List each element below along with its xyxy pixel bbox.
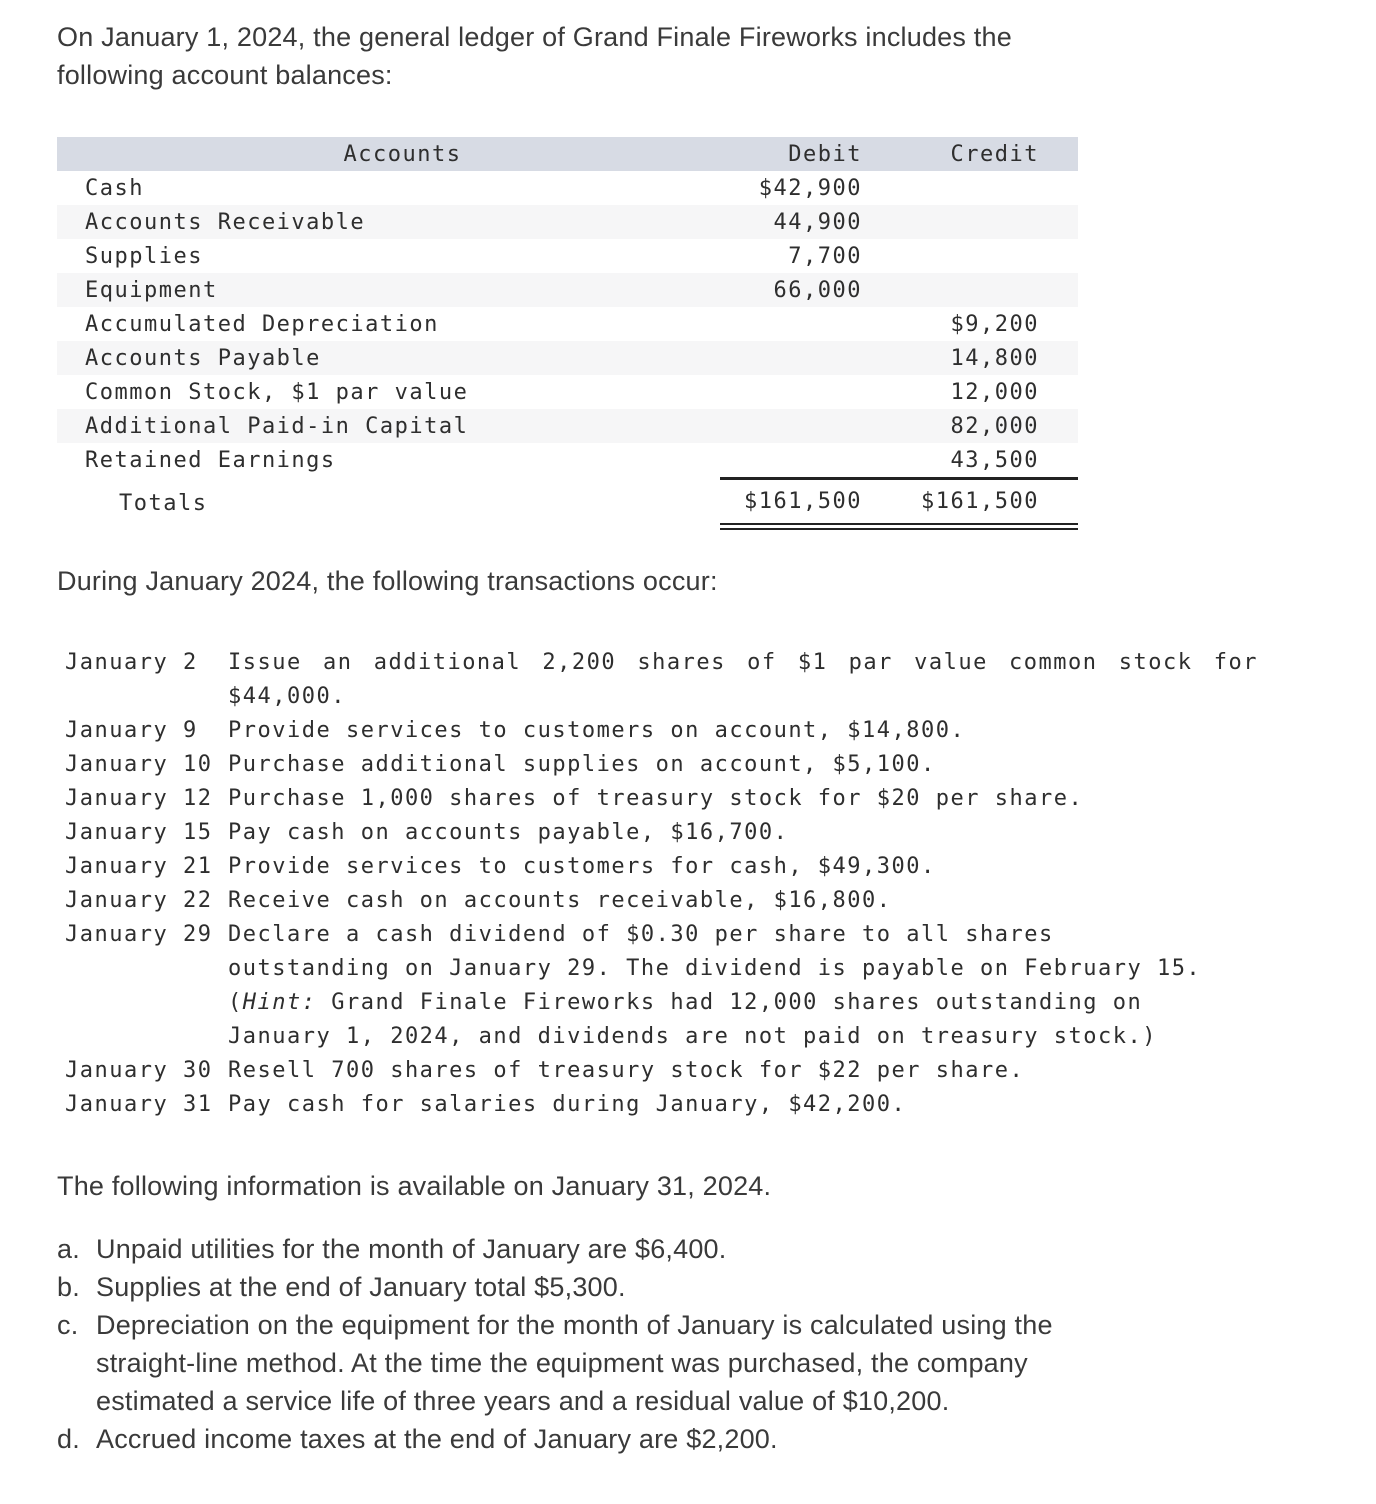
ledger-row bbox=[57, 443, 1078, 477]
note-letter: d. bbox=[57, 1424, 80, 1454]
credit-amount: $9,200 bbox=[950, 311, 1039, 337]
ledger-row bbox=[57, 171, 1078, 205]
transaction-date: January 29 bbox=[65, 922, 213, 947]
debit-amount: $42,900 bbox=[758, 175, 862, 201]
transaction-date: January 2 bbox=[65, 650, 198, 675]
ledger-row bbox=[57, 341, 1078, 375]
text-segment: ( bbox=[228, 990, 243, 1015]
totals-label: Totals bbox=[119, 491, 208, 516]
text-line: Pay cash on accounts payable, $16,700. bbox=[228, 820, 789, 845]
text-line: Purchase 1,000 shares of treasury stock for $20 per share. bbox=[228, 786, 1084, 811]
note-text bbox=[96, 1306, 1053, 1420]
text-line: $44,000. bbox=[228, 684, 346, 709]
ledger-table bbox=[57, 137, 1078, 530]
account-name: Additional Paid-in Capital bbox=[85, 413, 469, 439]
note-letter: a. bbox=[57, 1234, 80, 1264]
transaction-date: January 10 bbox=[65, 752, 213, 777]
transaction-item bbox=[65, 714, 1336, 748]
transaction-date: January 12 bbox=[65, 786, 213, 811]
adjustment-notes-list bbox=[57, 1230, 1336, 1458]
text-line: outstanding on January 29. The dividend is payable on February 15. bbox=[228, 956, 1202, 981]
transaction-item bbox=[65, 850, 1336, 884]
text-line: January 1, 2024, and dividends are not paid on treasury stock.) bbox=[228, 1024, 1157, 1049]
transaction-item bbox=[65, 816, 1336, 850]
text-line: estimated a service life of three years and a residual value of $10,200. bbox=[96, 1386, 950, 1416]
transaction-date: January 31 bbox=[65, 1092, 213, 1117]
transaction-item bbox=[65, 884, 1336, 918]
transaction-item bbox=[65, 1054, 1336, 1088]
transaction-description bbox=[228, 1088, 906, 1122]
totals-amounts bbox=[720, 477, 1078, 530]
transaction-description bbox=[228, 884, 892, 918]
text-line: Unpaid utilities for the month of January are $6,400. bbox=[96, 1234, 727, 1264]
credit-amount: 14,800 bbox=[950, 345, 1039, 371]
text-line: Pay cash for salaries during January, $42,200. bbox=[228, 1092, 907, 1117]
credit-amount: 43,500 bbox=[950, 447, 1039, 473]
transaction-date: January 30 bbox=[65, 1058, 213, 1083]
text-line: Issue an additional 2,200 shares of $1 par value common stock for bbox=[228, 650, 1258, 675]
text-line: Receive cash on accounts receivable, $16,800. bbox=[228, 888, 892, 913]
account-name: Accumulated Depreciation bbox=[85, 311, 439, 337]
transaction-description bbox=[228, 748, 936, 782]
note-letter: b. bbox=[57, 1272, 80, 1302]
debit-column-header: Debit bbox=[788, 141, 862, 167]
debit-amount: 7,700 bbox=[788, 243, 862, 269]
text-segment: Grand Finale Fireworks had 12,000 shares outstanding on bbox=[316, 990, 1143, 1015]
transaction-description bbox=[228, 782, 1083, 816]
transaction-item bbox=[65, 918, 1336, 1054]
text-line: following account balances: bbox=[57, 60, 393, 90]
transaction-date: January 22 bbox=[65, 888, 213, 913]
credit-amount: 12,000 bbox=[950, 379, 1039, 405]
account-name: Cash bbox=[85, 175, 144, 201]
ledger-totals-row bbox=[57, 477, 1078, 530]
totals-credit-amount: $161,500 bbox=[921, 489, 1039, 514]
note-item bbox=[57, 1230, 1336, 1268]
text-line: straight-line method. At the time the equipment was purchased, the company bbox=[96, 1348, 1028, 1378]
ledger-row bbox=[57, 239, 1078, 273]
credit-amount: 82,000 bbox=[950, 413, 1039, 439]
transaction-description bbox=[228, 646, 1258, 714]
transaction-item bbox=[65, 748, 1336, 782]
text-line: Declare a cash dividend of $0.30 per share to all shares bbox=[228, 922, 1054, 947]
note-text bbox=[96, 1268, 626, 1306]
note-text bbox=[96, 1420, 778, 1458]
transaction-description bbox=[228, 1054, 1024, 1088]
transaction-date: January 15 bbox=[65, 820, 213, 845]
text-line: Accrued income taxes at the end of January are $2,200. bbox=[96, 1424, 778, 1454]
account-name: Supplies bbox=[85, 243, 203, 269]
debit-amount: 66,000 bbox=[773, 277, 862, 303]
accounts-column-header: Accounts bbox=[343, 141, 462, 167]
transaction-date: January 9 bbox=[65, 718, 198, 743]
text-line: Depreciation on the equipment for the month of January is calculated using the bbox=[96, 1310, 1053, 1340]
info-heading: The following information is available on January 31, 2024. bbox=[57, 1171, 772, 1201]
text-line: Provide services to customers for cash, $49,300. bbox=[228, 854, 936, 879]
transactions-heading: During January 2024, the following transactions occur: bbox=[57, 566, 718, 596]
note-item bbox=[57, 1268, 1336, 1306]
debit-amount: 44,900 bbox=[773, 209, 862, 235]
credit-column-header: Credit bbox=[950, 141, 1039, 167]
transaction-item bbox=[65, 646, 1336, 714]
transaction-description bbox=[228, 918, 1201, 1054]
ledger-row bbox=[57, 307, 1078, 341]
note-item bbox=[57, 1420, 1336, 1458]
ledger-row bbox=[57, 205, 1078, 239]
totals-debit-amount: $161,500 bbox=[744, 489, 862, 514]
account-name: Retained Earnings bbox=[85, 447, 336, 473]
text-line: Resell 700 shares of treasury stock for $22 per share. bbox=[228, 1058, 1025, 1083]
ledger-header-row bbox=[57, 137, 1078, 171]
ledger-row bbox=[57, 273, 1078, 307]
italic-text: Hint: bbox=[242, 990, 317, 1015]
text-line bbox=[228, 986, 1201, 1020]
transaction-description bbox=[228, 816, 788, 850]
ledger-row bbox=[57, 375, 1078, 409]
transaction-description bbox=[228, 850, 936, 884]
transaction-item bbox=[65, 1088, 1336, 1122]
account-name: Accounts Receivable bbox=[85, 209, 366, 235]
account-name: Equipment bbox=[85, 277, 218, 303]
note-letter: c. bbox=[57, 1310, 79, 1340]
transaction-item bbox=[65, 782, 1336, 816]
account-name: Accounts Payable bbox=[85, 345, 321, 371]
text-line: Supplies at the end of January total $5,300. bbox=[96, 1272, 626, 1302]
transaction-description bbox=[228, 714, 965, 748]
note-item bbox=[57, 1306, 1336, 1420]
intro-paragraph bbox=[57, 18, 1336, 94]
ledger-row bbox=[57, 409, 1078, 443]
text-line: Provide services to customers on account, $14,800. bbox=[228, 718, 966, 743]
transaction-date: January 21 bbox=[65, 854, 213, 879]
transactions-list bbox=[57, 646, 1336, 1122]
ledger-rows bbox=[57, 171, 1078, 477]
text-line: Purchase additional supplies on account, $5,100. bbox=[228, 752, 936, 777]
note-text bbox=[96, 1230, 726, 1268]
account-name: Common Stock, $1 par value bbox=[85, 379, 469, 405]
text-line: On January 1, 2024, the general ledger of Grand Finale Fireworks includes the bbox=[57, 22, 1012, 52]
